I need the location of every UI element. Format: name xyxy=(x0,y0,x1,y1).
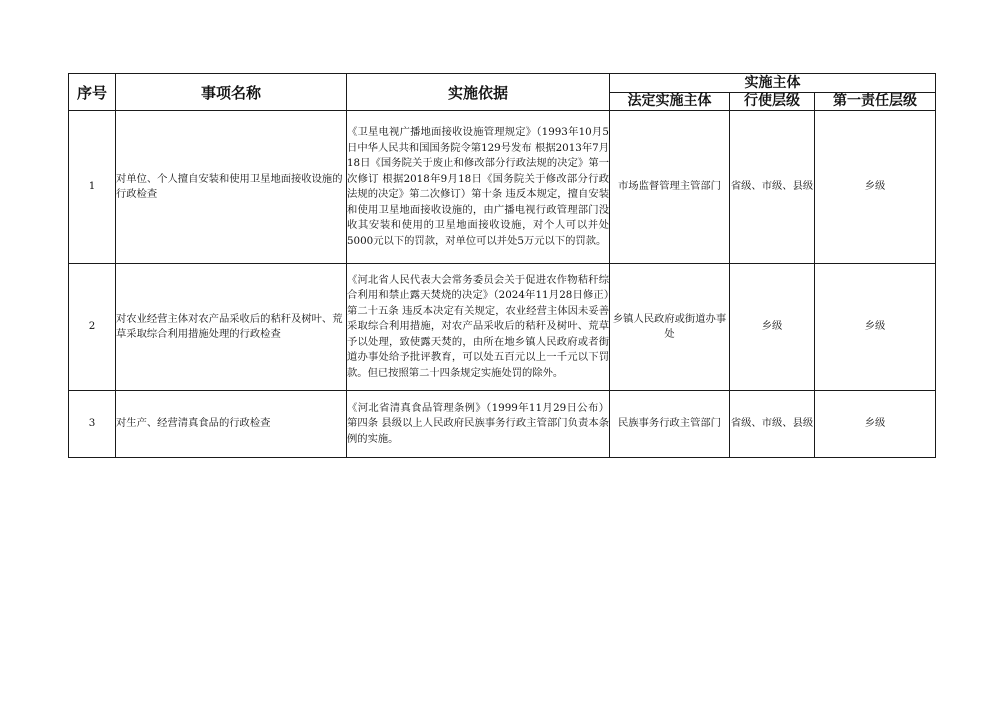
row-basis: 《河北省人民代表大会常务委员会关于促进农作物秸秆综合利用和禁止露天焚烧的决定》（2024年11月28日修正）第二十五条 违反本决定有关规定，农业经营主体因未妥善采取综合利用措施，对农产品采收后的秸秆及树叶、荒草予以处理，致使露天焚的，由所在地乡镇人民政府或者街道办事处给予批评教育，可以处五百元以上一千元以下罚款。但已按照第二十四条规定实施处罚的除外。 xyxy=(347,264,610,391)
row-item-name: 对单位、个人擅自安装和使用卫星地面接收设施的行政检查 xyxy=(116,111,347,264)
row-first-responsibility-level: 乡级 xyxy=(815,391,936,458)
header-item-name: 事项名称 xyxy=(116,74,347,111)
row-item-name: 对农业经营主体对农产品采收后的秸秆及树叶、荒草采取综合利用措施处理的行政检查 xyxy=(116,264,347,391)
row-first-responsibility-level: 乡级 xyxy=(815,264,936,391)
header-implementing-subject: 实施主体 xyxy=(610,74,936,93)
row-legal-subject: 乡镇人民政府或街道办事处 xyxy=(610,264,730,391)
row-exercise-level: 省级、市级、县级 xyxy=(730,391,815,458)
table-row xyxy=(69,264,936,391)
table-row xyxy=(69,391,936,458)
row-seq: 1 xyxy=(69,111,116,264)
inspection-items-table xyxy=(68,73,936,458)
row-exercise-level: 省级、市级、县级 xyxy=(730,111,815,264)
row-exercise-level: 乡级 xyxy=(730,264,815,391)
row-seq: 2 xyxy=(69,264,116,391)
header-basis: 实施依据 xyxy=(347,74,610,111)
row-basis: 《卫星电视广播地面接收设施管理规定》（1993年10月5日中华人民共和国国务院令第129号发布 根据2013年7月18日《国务院关于废止和修改部分行政法规的决定》第一次修订 根据2018年9月18日《国务院关于修改部分行政法规的决定》第二次修订）第十条 违反本规定，擅自安装和使用卫星地面接收设施的，由广播电视行政管理部门没收其安装和使用的卫星地面接收设施，对个人可以并处5000元以下的罚款，对单位可以并处5万元以下的罚款。 xyxy=(347,111,610,264)
row-seq: 3 xyxy=(69,391,116,458)
row-legal-subject: 市场监督管理主管部门 xyxy=(610,111,730,264)
row-legal-subject: 民族事务行政主管部门 xyxy=(610,391,730,458)
row-basis: 《河北省清真食品管理条例》（1999年11月29日公布）第四条 县级以上人民政府民族事务行政主管部门负责本条例的实施。 xyxy=(347,391,610,458)
row-item-name: 对生产、经营清真食品的行政检查 xyxy=(116,391,347,458)
header-legal-subject: 法定实施主体 xyxy=(610,93,730,111)
header-first-responsibility-level: 第一责任层级 xyxy=(815,93,936,111)
table-row xyxy=(69,111,936,264)
row-first-responsibility-level: 乡级 xyxy=(815,111,936,264)
header-seq: 序号 xyxy=(69,74,116,111)
header-exercise-level: 行使层级 xyxy=(730,93,815,111)
